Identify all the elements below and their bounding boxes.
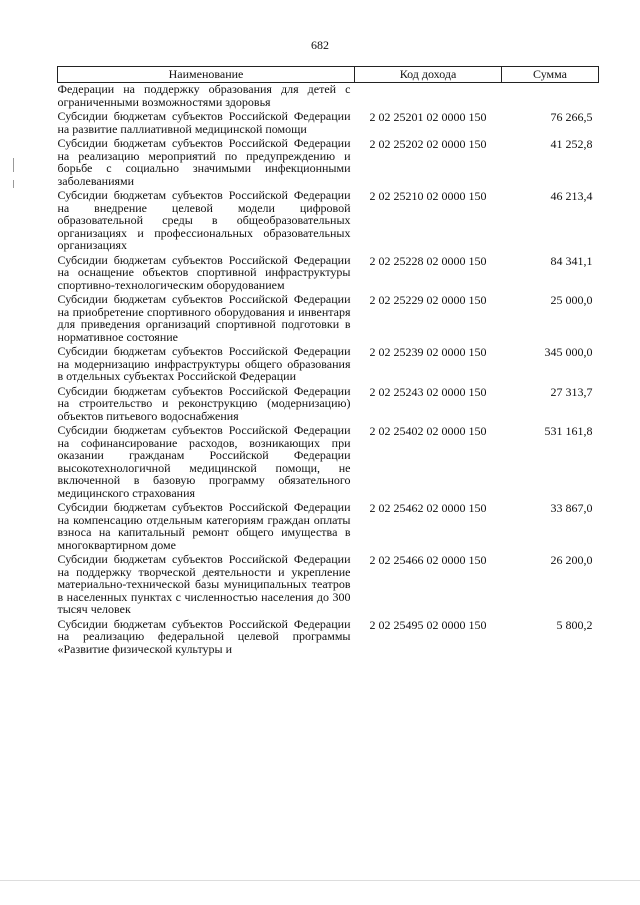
table-row xyxy=(58,108,599,135)
scan-margin-mark xyxy=(13,158,14,172)
table-row xyxy=(58,499,599,551)
table-row xyxy=(58,422,599,499)
row-code-cell: 2 02 25402 02 0000 150 xyxy=(369,424,487,438)
row-code-cell: 2 02 25243 02 0000 150 xyxy=(369,384,487,399)
row-code-cell: 2 02 25202 02 0000 150 xyxy=(369,137,487,151)
table-row xyxy=(58,383,599,423)
row-code-cell: 2 02 25228 02 0000 150 xyxy=(369,253,487,268)
row-sum-cell: 33 867,0 xyxy=(550,501,593,515)
row-name-cell: Субсидии бюджетам субъектов Российской Федерации на оснащение объектов спортивной инфраструктуры спортивно-технологическим оборудованием xyxy=(57,252,351,292)
row-name-cell: Субсидии бюджетам субъектов Российской Федерации на реализацию федеральной целевой программы «Развитие физической культуры и xyxy=(57,616,351,656)
table-row xyxy=(58,135,599,187)
table-row xyxy=(58,616,599,656)
table-row xyxy=(58,291,599,343)
row-name-cell: Субсидии бюджетам субъектов Российской Федерации на поддержку творческой деятельности и укрепление материально-технической базы муниципальных театров в населенных пунктах с численностью населения до 300 тысяч человек xyxy=(57,552,351,616)
row-sum-cell: 531 161,8 xyxy=(544,424,593,438)
row-sum-cell: 46 213,4 xyxy=(550,189,593,203)
row-code-cell: 2 02 25495 02 0000 150 xyxy=(369,617,487,632)
table-body xyxy=(58,83,599,656)
table-row xyxy=(58,551,599,616)
row-name-cell: Субсидии бюджетам субъектов Российской Федерации на развитие паллиативной медицинской помощи xyxy=(57,109,351,136)
row-sum-cell: 5 800,2 xyxy=(556,617,593,632)
row-sum-cell: 26 200,0 xyxy=(550,553,593,567)
continuation-sum-empty xyxy=(502,83,599,109)
row-sum-cell: 25 000,0 xyxy=(550,293,593,307)
row-code-cell: 2 02 25239 02 0000 150 xyxy=(369,345,487,359)
table-row xyxy=(58,252,599,292)
row-name-cell: Субсидии бюджетам субъектов Российской Федерации на строительство и реконструкцию (модернизацию) объектов питьевого водоснабжения xyxy=(57,383,351,423)
continuation-text: Федерации на поддержку образования для детей с ограниченными возможностями здоровья xyxy=(57,82,351,109)
row-name-cell: Субсидии бюджетам субъектов Российской Федерации на приобретение спортивного оборудования и инвентаря для приведения организаций спортивной подготовки в нормативное состояние xyxy=(57,292,351,344)
row-code-cell: 2 02 25462 02 0000 150 xyxy=(369,501,487,515)
page-number: 682 xyxy=(311,38,329,52)
row-sum-cell: 76 266,5 xyxy=(550,110,593,124)
table-row xyxy=(58,187,599,252)
row-name-cell: Субсидии бюджетам субъектов Российской Федерации на софинансирование расходов, возникающих при оказании гражданам Российской Федерации высокотехнологичной медицинской помощи, не включенной в базовую программу обязательного медицинского страхования xyxy=(57,423,351,500)
scan-margin-mark xyxy=(13,180,14,188)
row-sum-cell: 41 252,8 xyxy=(550,137,593,151)
header-code: Код дохода xyxy=(355,67,502,83)
row-sum-cell: 27 313,7 xyxy=(550,384,593,399)
revenue-table xyxy=(57,66,599,655)
table-header-row xyxy=(58,67,599,83)
header-sum: Сумма xyxy=(502,67,599,83)
continuation-code-empty xyxy=(355,83,502,109)
row-code-cell: 2 02 25466 02 0000 150 xyxy=(369,553,487,567)
row-name-cell: Субсидии бюджетам субъектов Российской Федерации на модернизацию инфраструктуры общего образования в отдельных субъектах Российской Федерации xyxy=(57,344,351,383)
row-name-cell: Субсидии бюджетам субъектов Российской Федерации на внедрение целевой модели цифровой образовательной среды в общеобразовательных организациях и профессиональных образовательных организациях xyxy=(57,188,351,252)
scan-bottom-edge xyxy=(0,880,640,881)
header-name: Наименование xyxy=(58,67,355,83)
row-sum-cell: 345 000,0 xyxy=(544,345,593,359)
table-row xyxy=(58,343,599,383)
row-code-cell: 2 02 25229 02 0000 150 xyxy=(369,293,487,307)
row-code-cell: 2 02 25201 02 0000 150 xyxy=(369,110,487,124)
row-code-cell: 2 02 25210 02 0000 150 xyxy=(369,189,487,203)
continuation-row xyxy=(58,83,599,109)
row-name-cell: Субсидии бюджетам субъектов Российской Федерации на компенсацию отдельным категориям граждан оплаты взноса на капитальный ремонт общего имущества в многоквартирном доме xyxy=(57,500,351,552)
row-sum-cell: 84 341,1 xyxy=(550,253,593,268)
row-name-cell: Субсидии бюджетам субъектов Российской Федерации на реализацию мероприятий по предупреждению и борьбе с социально значимыми инфекционными заболеваниями xyxy=(57,136,351,188)
